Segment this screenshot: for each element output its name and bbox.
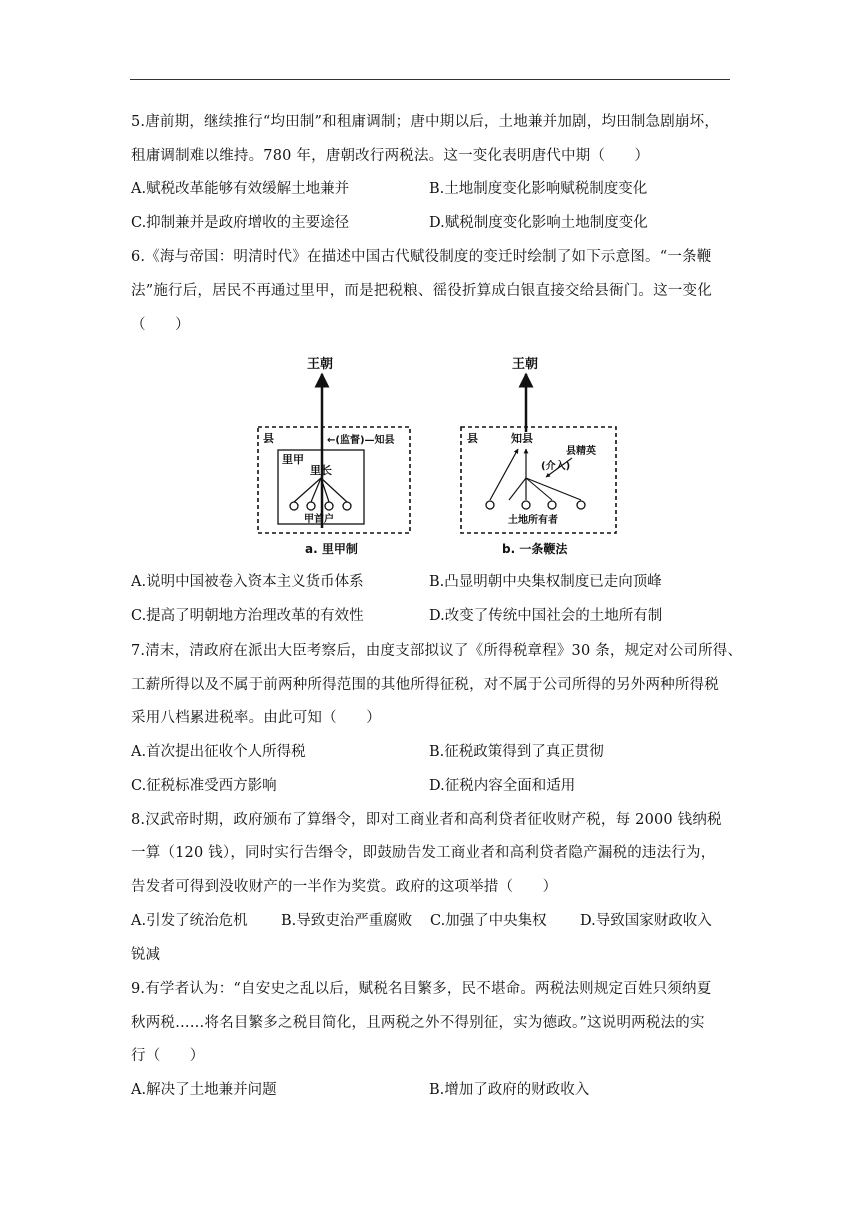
q5-option-c: C.抑制兼并是政府增收的主要途径 — [131, 215, 350, 231]
q8-option-b: B.导致吏治严重腐败 — [281, 913, 413, 929]
q6-option-a: A.说明中国被卷入资本主义货币体系 — [131, 574, 364, 590]
q6-option-c: C.提高了明朝地方治理改革的有效性 — [131, 608, 364, 624]
q6-stem-line-3: （ ） — [131, 317, 190, 333]
b-owner-node — [548, 501, 556, 509]
a-caption: a. 里甲制 — [305, 542, 358, 556]
a-branch-2 — [311, 478, 321, 502]
b-county-label: 县 — [467, 432, 478, 445]
a-lijia-label: 里甲 — [282, 453, 304, 466]
q6-stem-line-2: 法”施行后，居民不再通过里甲，而是把税粮、徭役折算成白银直接交给县衙门。这一变化 — [131, 283, 712, 299]
q7-stem-line-3: 采用八档累进税率。由此可知（ ） — [131, 710, 381, 726]
b-elite-label: 县精英 — [566, 446, 596, 457]
a-household-node — [325, 502, 333, 510]
a-lizhang-label: 里长 — [310, 464, 332, 477]
a-households-label: 甲首户 — [304, 514, 334, 525]
a-household-node — [343, 502, 351, 510]
b-owner-arrow-1 — [490, 449, 518, 500]
q8-stem-line-2: 一算（120 钱），同时实行告缗令，即鼓励告发工商业者和高利贷者隐产漏税的违法行为， — [131, 845, 716, 861]
b-fan-line — [526, 478, 552, 500]
q8-option-c: C.加强了中央集权 — [430, 913, 547, 929]
q5-option-d: D.赋税制度变化影响土地制度变化 — [429, 215, 648, 231]
q5-stem-line-2: 租庸调制难以维持。780 年，唐朝改行两税法。这一变化表明唐代中期（ ） — [131, 148, 650, 164]
q8-option-d-continued: 锐减 — [131, 947, 160, 963]
q8-stem-line-1: 8.汉武帝时期，政府颁布了算缗令，即对工商业者和高利贷者征收财产税，每 2000 钱纳税 — [131, 812, 722, 828]
b-owner-node — [522, 501, 530, 509]
q7-option-c: C.征税标准受西方影响 — [131, 778, 277, 794]
q9-stem-line-3: 行（ ） — [131, 1048, 205, 1064]
tax-system-diagram — [255, 350, 625, 565]
q9-stem-line-2: 秋两税……将名目繁多之税目简化，且两税之外不得别征，实为德政。”这说明两税法的实 — [131, 1015, 705, 1031]
b-magistrate-label: 知县 — [511, 432, 533, 445]
q7-stem-line-1: 7.清末，清政府在派出大臣考察后，由度支部拟议了《所得税章程》30 条，规定对公司所得、 — [131, 643, 743, 659]
b-top-label: 王朝 — [512, 357, 539, 372]
b-caption: b. 一条鞭法 — [502, 542, 568, 556]
a-top-label: 王朝 — [307, 357, 334, 372]
header-rule — [130, 79, 730, 80]
q6-option-b: B.凸显明朝中央集权制度已走向顶峰 — [429, 574, 662, 590]
q9-option-b: B.增加了政府的财政收入 — [429, 1082, 590, 1098]
q8-option-a: A.引发了统治危机 — [131, 913, 248, 929]
q7-stem-line-2: 工薪所得以及不属于前两种所得范围的其他所得征税，对不属于公司所得的另外两种所得税 — [131, 677, 719, 693]
q5-option-b: B.土地制度变化影响赋税制度变化 — [429, 181, 648, 197]
a-household-node — [307, 502, 315, 510]
q8-stem-line-3: 告发者可得到没收财产的一半作为奖赏。政府的这项举措（ ） — [131, 879, 558, 895]
a-household-node — [290, 502, 298, 510]
q5-stem-line-1: 5.唐前期，继续推行“均田制”和租庸调制；唐中期以后，土地兼并加剧，均田制急剧崩坏， — [131, 114, 720, 130]
q8-option-d: D.导致国家财政收入 — [580, 913, 712, 929]
b-fan-line — [509, 478, 526, 500]
q7-option-b: B.征税政策得到了真正贯彻 — [429, 744, 604, 760]
b-owner-node — [577, 501, 585, 509]
q5-option-a: A.赋税改革能够有效缓解土地兼并 — [131, 181, 350, 197]
b-owners-label: 土地所有者 — [508, 515, 558, 526]
a-county-label: 县 — [263, 432, 274, 445]
a-branch-1 — [294, 478, 321, 502]
q9-option-a: A.解决了土地兼并问题 — [131, 1082, 277, 1098]
q7-option-a: A.首次提出征收个人所得税 — [131, 744, 306, 760]
b-fan-line — [526, 478, 581, 500]
b-owner-node — [486, 501, 494, 509]
b-intervene-label: (介入) — [541, 461, 571, 472]
q7-option-d: D.征税内容全面和适用 — [429, 778, 576, 794]
q9-stem-line-1: 9.有学者认为：“自安史之乱以后，赋税名目繁多，民不堪命。两税法则规定百姓只须纳夏 — [131, 981, 712, 997]
q6-stem-line-1: 6.《海与帝国：明清时代》在描述中国古代赋役制度的变迁时绘制了如下示意图。“一条鞭 — [131, 249, 712, 265]
q6-option-d: D.改变了传统中国社会的土地所有制 — [429, 608, 663, 624]
a-monitor-label: ←(监督)—知县 — [327, 435, 395, 446]
